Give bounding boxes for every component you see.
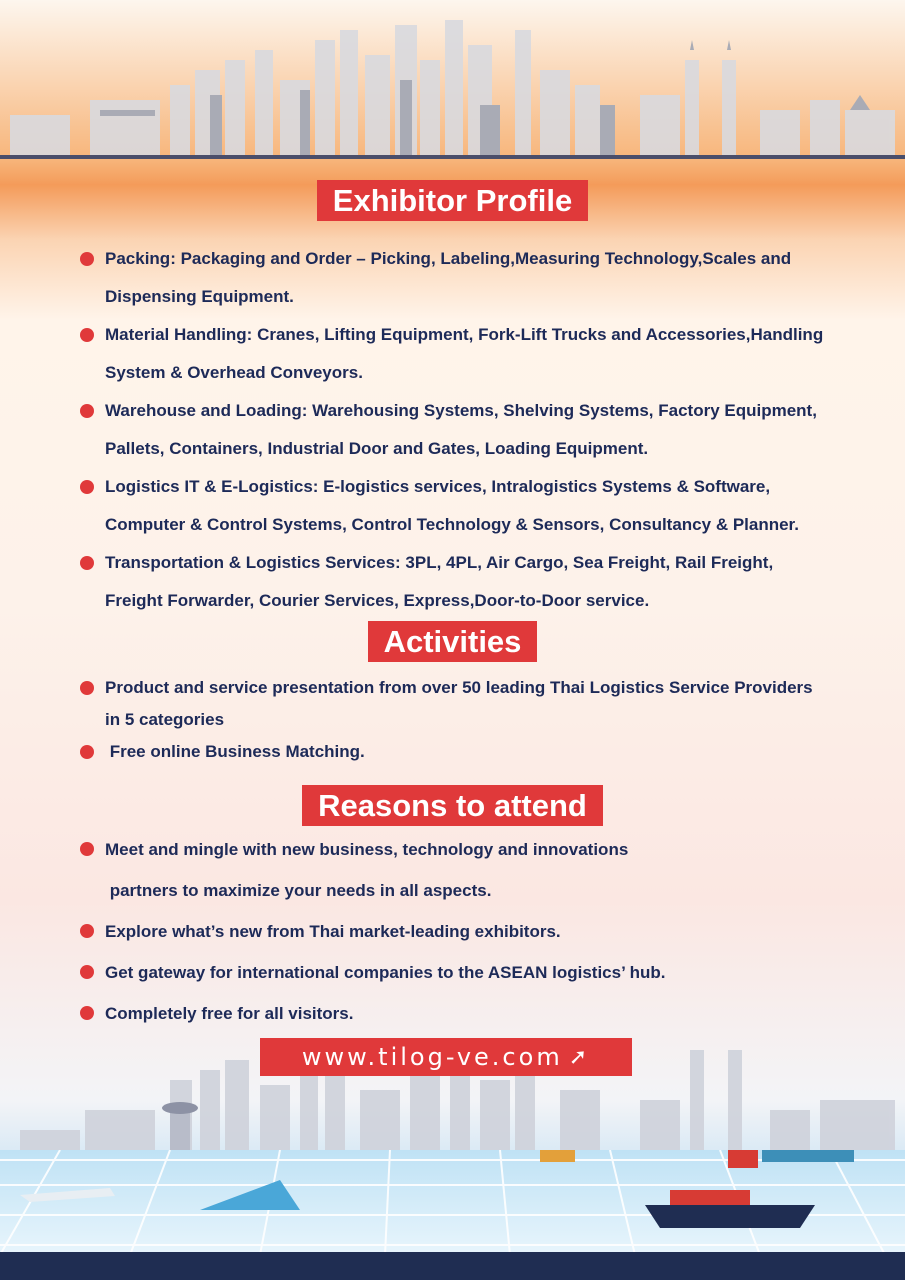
list-item — [80, 911, 880, 952]
red-dot-bullet — [80, 965, 94, 979]
list-item-line: in 5 categories — [105, 710, 225, 729]
list-item — [80, 316, 880, 392]
list-item-line: Product and service presentation from over 50 leading Thai Logistics Service Providers — [105, 678, 813, 697]
list-item-line: Meet and mingle with new business, technology and innovations — [105, 840, 629, 859]
reasons-title: Reasons to attend — [302, 785, 603, 826]
port-ground-illustration — [0, 1150, 905, 1255]
list-item-line: Dispensing Equipment. — [105, 287, 294, 306]
list-item-line: Free online Business Matching. — [105, 742, 365, 761]
red-dot-bullet — [80, 842, 94, 856]
exhibitor-profile-heading — [0, 180, 905, 221]
list-item-line: Computer & Control Systems, Control Technology & Sensors, Consultancy & Planner. — [105, 515, 799, 534]
list-item — [80, 392, 880, 468]
list-item — [80, 736, 880, 768]
list-item-line: Logistics IT & E-Logistics: E-logistics services, Intralogistics Systems & Software, — [105, 477, 771, 496]
red-dot-bullet — [80, 252, 94, 266]
red-dot-bullet — [80, 924, 94, 938]
click-cursor-icon: ➚ — [568, 1044, 591, 1070]
activities-heading — [0, 621, 905, 662]
red-dot-bullet — [80, 1006, 94, 1020]
list-item — [80, 829, 880, 911]
list-item-line: Pallets, Containers, Industrial Door and Gates, Loading Equipment. — [105, 439, 649, 458]
list-item — [80, 544, 880, 620]
list-item — [80, 952, 880, 993]
list-item-line: Material Handling: Cranes, Lifting Equipment, Fork-Lift Trucks and Accessories,Handling — [105, 325, 824, 344]
red-dot-bullet — [80, 745, 94, 759]
reasons-list — [80, 829, 880, 1034]
activities-title: Activities — [368, 621, 538, 662]
list-item-line: System & Overhead Conveyors. — [105, 363, 363, 382]
bottom-bar — [0, 1252, 905, 1280]
website-url-button[interactable] — [260, 1038, 632, 1076]
list-item-line: Transportation & Logistics Services: 3PL, 4PL, Air Cargo, Sea Freight, Rail Freight, — [105, 553, 774, 572]
list-item-line: Warehouse and Loading: Warehousing Systems, Shelving Systems, Factory Equipment, — [105, 401, 817, 420]
list-item — [80, 672, 880, 736]
list-item-line: Freight Forwarder, Courier Services, Express,Door-to-Door service. — [105, 591, 650, 610]
top-skyline-illustration — [0, 0, 905, 165]
red-dot-bullet — [80, 681, 94, 695]
list-item-line: Explore what’s new from Thai market-leading exhibitors. — [105, 922, 561, 941]
red-dot-bullet — [80, 556, 94, 570]
list-item — [80, 468, 880, 544]
reasons-heading — [0, 785, 905, 826]
list-item-line: Completely free for all visitors. — [105, 1004, 354, 1023]
red-dot-bullet — [80, 404, 94, 418]
list-item-line: Get gateway for international companies to the ASEAN logistics’ hub. — [105, 963, 666, 982]
list-item-line: partners to maximize your needs in all aspects. — [105, 881, 492, 900]
red-dot-bullet — [80, 480, 94, 494]
exhibitor-profile-title: Exhibitor Profile — [317, 180, 588, 221]
activities-list — [80, 672, 880, 768]
list-item — [80, 240, 880, 316]
exhibitor-profile-list — [80, 240, 880, 620]
list-item-line: Packing: Packaging and Order – Picking, Labeling,Measuring Technology,Scales and — [105, 249, 792, 268]
website-url-text[interactable]: www.tilog-ve.com — [301, 1043, 563, 1071]
red-dot-bullet — [80, 328, 94, 342]
